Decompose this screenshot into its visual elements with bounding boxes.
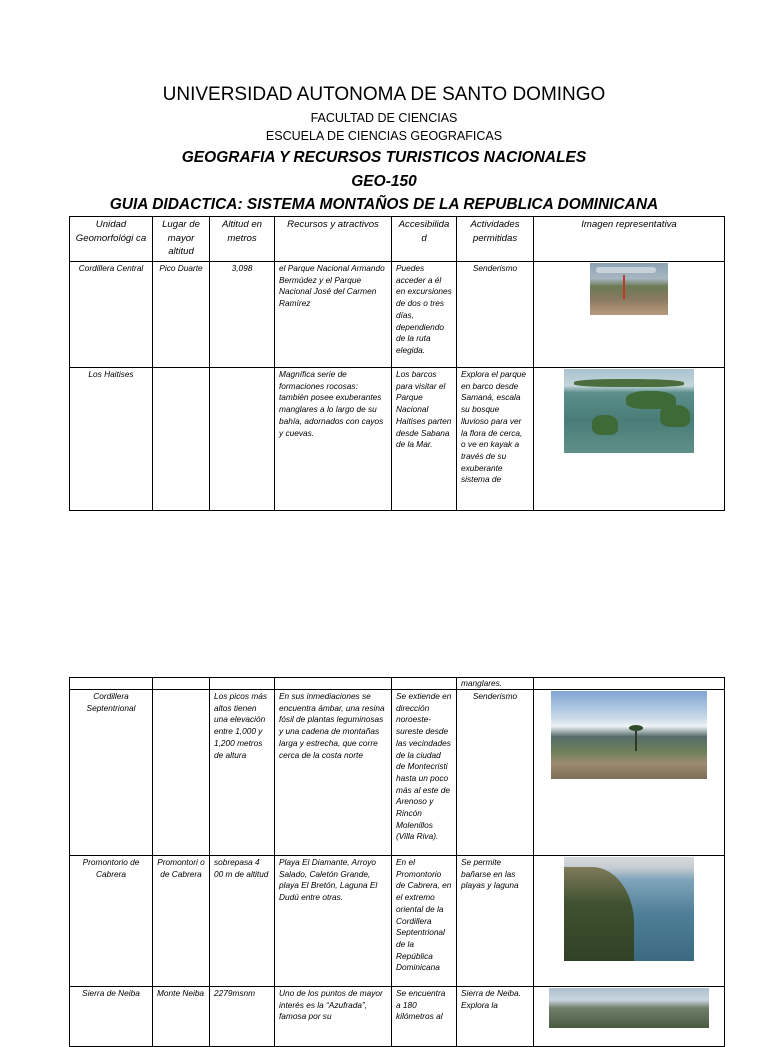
- university-title: UNIVERSIDAD AUTONOMA DE SANTO DOMINGO: [162, 84, 606, 105]
- altitude-cell: 2279msnm: [210, 987, 275, 1047]
- altitude-cell: [210, 368, 275, 511]
- place-cell: [153, 690, 210, 856]
- access-cell: Puedes acceder a él en excursiones de dos o tres días, dependiendo de la ruta elegida.: [392, 262, 457, 368]
- image-cell: [534, 856, 725, 987]
- mountain-systems-table: [69, 216, 725, 511]
- table-row: [70, 262, 725, 368]
- faculty-title: FACULTAD DE CIENCIAS: [310, 111, 458, 125]
- activities-cell: Explora el parque en barco desde Samaná, escala su bosque lluvioso para ver la flora de cerca, o ve en kayak a través de su exuberante sistema de: [457, 368, 534, 511]
- altitude-cell: 3,098: [210, 262, 275, 368]
- image-cell: [534, 262, 725, 368]
- activities-cell: Se permite bañarse en las playas y laguna: [457, 856, 534, 987]
- activities-cell: Senderismo: [457, 690, 534, 856]
- course-title: GEOGRAFIA Y RECURSOS TURISTICOS NACIONALES: [181, 149, 587, 166]
- place-cell: Pico Duarte: [153, 262, 210, 368]
- column-header: Recursos y atractivos: [275, 217, 392, 262]
- table-row: [70, 987, 725, 1047]
- table-header-row: [70, 217, 725, 262]
- table-row: [70, 368, 725, 511]
- mountain-systems-table-continued: [69, 677, 725, 1047]
- image-cell: [534, 987, 725, 1047]
- access-cell: Los barcos para visitar el Parque Nacional Haitises parten desde Sabana de la Mar.: [392, 368, 457, 511]
- activities-continuation: manglares.: [457, 678, 534, 690]
- resources-cell: Uno de los puntos de mayor interés es la “Azufrada”, famosa por su: [275, 987, 392, 1047]
- column-header: Altitud en metros: [210, 217, 275, 262]
- column-header: Lugar de mayor altitud: [153, 217, 210, 262]
- access-cell: En el Promontorio de Cabrera, en el extremo oriental de la Cordillera Septentrional de la República Dominicana: [392, 856, 457, 987]
- image-cell: [534, 368, 725, 511]
- activities-cell: Sierra de Neiba. Explora la: [457, 987, 534, 1047]
- unit-cell: Cordillera Septentrional: [70, 690, 153, 856]
- place-cell: Monte Neiba: [153, 987, 210, 1047]
- unit-cell: Los Haitises: [70, 368, 153, 511]
- unit-cell: Cordillera Central: [70, 262, 153, 368]
- altitude-cell: sobrepasa 4 00 m de altitud: [210, 856, 275, 987]
- unit-cell: Promontorio de Cabrera: [70, 856, 153, 987]
- unit-cell: Sierra de Neiba: [70, 987, 153, 1047]
- access-cell: Se extiende en dirección noroeste-sureste desde las vecindades de la ciudad de Montecristi hasta un poco más al este de Arenoso y Rincón Molenillos (Villa Riva).: [392, 690, 457, 856]
- column-header: Unidad Geomorfológi ca: [70, 217, 153, 262]
- activities-cell: Senderismo: [457, 262, 534, 368]
- column-header: Actividades permitidas: [457, 217, 534, 262]
- resources-cell: Magnífica serie de formaciones rocosas: también posee exuberantes manglares a lo largo de su bahía, adornados con cayos y cuevas.: [275, 368, 392, 511]
- column-header: Accesibilida d: [392, 217, 457, 262]
- table-row: [70, 690, 725, 856]
- resources-cell: el Parque Nacional Armando Bermúdez y el Parque Nacional José del Carmen Ramírez: [275, 262, 392, 368]
- altitude-cell: Los picos más altos tienen una elevación entre 1,000 y 1,200 metros de altura: [210, 690, 275, 856]
- table-row: [70, 856, 725, 987]
- guide-title: GUIA DIDACTICA: SISTEMA MONTAÑOS DE LA REPUBLICA DOMINICANA: [109, 196, 659, 213]
- column-header: Imagen representativa: [534, 217, 725, 262]
- resources-cell: En sus inmediaciones se encuentra ámbar, una resina fósil de plantas leguminosas y una cadena de montañas larga y estrecha, que corre cerca de la costa norte: [275, 690, 392, 856]
- coastal-cliff-photo: [564, 857, 694, 961]
- course-code: GEO-150: [351, 173, 417, 190]
- image-cell: [534, 690, 725, 856]
- mountain-range-photo: [549, 988, 709, 1028]
- resources-cell: Playa El Diamante, Arroyo Salado, Caletón Grande, playa El Bretón, Laguna El Dudú entre otras.: [275, 856, 392, 987]
- school-title: ESCUELA DE CIENCIAS GEOGRAFICAS: [265, 129, 503, 143]
- place-cell: [153, 368, 210, 511]
- valley-mountains-photo: [551, 691, 707, 779]
- continuation-row: [70, 678, 725, 690]
- access-cell: Se encuentra a 180 kilómetros al: [392, 987, 457, 1047]
- place-cell: Promontori o de Cabrera: [153, 856, 210, 987]
- mountain-summit-photo: [590, 263, 668, 315]
- bay-islands-photo: [564, 369, 694, 453]
